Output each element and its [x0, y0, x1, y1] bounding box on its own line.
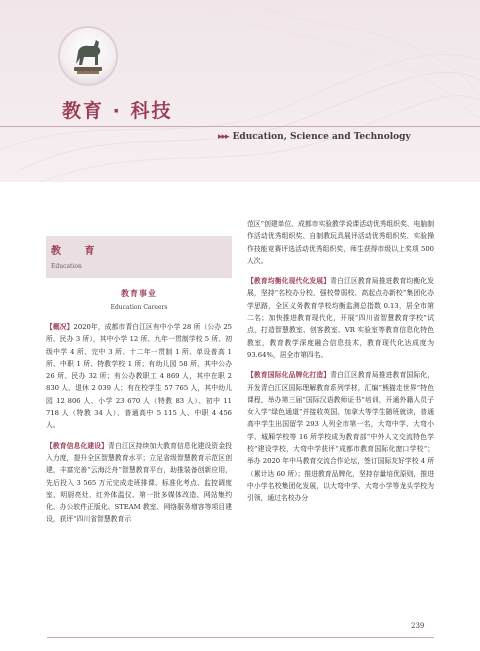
- paragraph-text: 青白江区持续加大教育信息化建设资金投入力度，提升全区智慧教育水平；立足省级智慧教育示范区创建，丰富完善“云海泛舟”智慧教育平台，助推装备创新应用，先后投入 3 565 万元完成走班排课、标准化考点、监控调度室、明厨亮灶、红外体温仪、第一批多媒体改造、网站集约化、办公软件正版化、STEAM 教室、网络服务增容等项目建设，获评“四川省智慧教育示: [46, 441, 233, 524]
- subsection-title-cn: 教育事业: [121, 288, 157, 298]
- chapter-subtitle-text: Education, Science and Technology: [232, 132, 411, 142]
- chapter-title: 教育 · 科技: [62, 100, 173, 122]
- paragraph-tag: 【教育均衡化现代化发展】: [247, 277, 331, 286]
- paragraph-text: 范区”创建单位、成都市实验教学说课活动优秀组织奖、电脑制作活动优秀组织奖、自制教玩具展评活动优秀组织奖、实验操作技能竞赛评选活动优秀组织奖，师生获得市级以上奖项 500 人次。: [247, 220, 434, 265]
- left-column: [46, 236, 232, 534]
- paragraph-tag: 【教育国际化品牌化打造】: [247, 371, 331, 380]
- paragraph-overview: [46, 321, 232, 432]
- paragraph-text: 青白江区教育局推进教育国际化，开发青白江区国际理解教育系列学材，汇编“熊猫走世界”特色课程，举办第三届“国际汉语教师证书”培训，开通外籍人员子女入学“绿色通道”并接收英国、加拿大等学生随班就读，普通高中学生出国留学 293 人列全市第一名，大弯中学、大弯小学、城厢学校等 16 所学校成为教育部“中外人文交流特色学校”建设学校，大弯中学获评“成都市教育国际化窗口学校”；举办 2020 年中马教育交流合作论坛，签订国际友好学校 4 所（累计达 60 所）；推进教育品牌化，坚持存量培优原则，推进中小学名校集团化发展，以大弯中学、大弯小学等龙头学校为引领，通过名校办分: [247, 371, 435, 503]
- paragraph-text: 青白江区教育局推进教育均衡化发展，坚持“名校办分校、强校带弱校、高起点办新校”集团化办学思路，全区义务教育学校均衡监测总指数 0.13，居全市第二名；加快推进教育现代化，开展“四川省智慧教育学校”试点，打造智慧教室、创客教室、VR 实验室等教育信息化特色教室，教育教学深度融合信息技术，教育现代化达成度为 93.64%，居全市第四名。: [247, 277, 435, 359]
- topic-title-cn: 教 育: [51, 246, 105, 257]
- chapter-banner: [0, 0, 480, 182]
- footer-rule: [47, 637, 434, 638]
- paragraph-continuation: [247, 218, 434, 267]
- paragraph-tag: 【教育信息化建设】: [46, 441, 109, 450]
- decorative-swirl-pattern: [0, 0, 480, 182]
- chapter-subtitle: [218, 132, 411, 142]
- bronze-horse-emblem: [60, 28, 116, 84]
- page-number: 239: [411, 622, 425, 630]
- paragraph-tag: 【概况】: [46, 323, 74, 331]
- paragraph-informatization: [46, 440, 232, 526]
- topic-header: [46, 236, 232, 278]
- topic-title-en: Education: [51, 263, 82, 270]
- subsection-header: [46, 288, 232, 311]
- right-column: [247, 218, 434, 513]
- chapter-rule: [0, 126, 480, 127]
- paragraph-text: 2020年，成都市青白江区有中小学 28 所（公办 25 所、民办 3 所），其中小学 12 所、九年一贯制学校 5 所、初级中学 4 所、完中 3 所、十二年一贯制 1 所、单设普高 1 所、中职 1 所、特教学校 1 所；有幼儿园 58 所，其中公办 26 所、民办 32 所；有公办教职工 4 869 人，其中在职 2 830 人、退休 2 039 人；有在校学生 57 765 人，其中幼儿园 12 806 人、小学 23 670 人（特教 83 人）、初中 11 718 人（特教 34 人）、普通高中 5 115 人、中职 4 456 人。: [46, 323, 233, 430]
- subsection-title-en: Education Careers: [110, 304, 168, 311]
- paragraph-internationalization: [247, 369, 434, 504]
- triple-arrow-icon: ▸▸▸: [218, 132, 229, 142]
- paragraph-balanced-development: [247, 275, 434, 361]
- horse-icon: [68, 34, 108, 78]
